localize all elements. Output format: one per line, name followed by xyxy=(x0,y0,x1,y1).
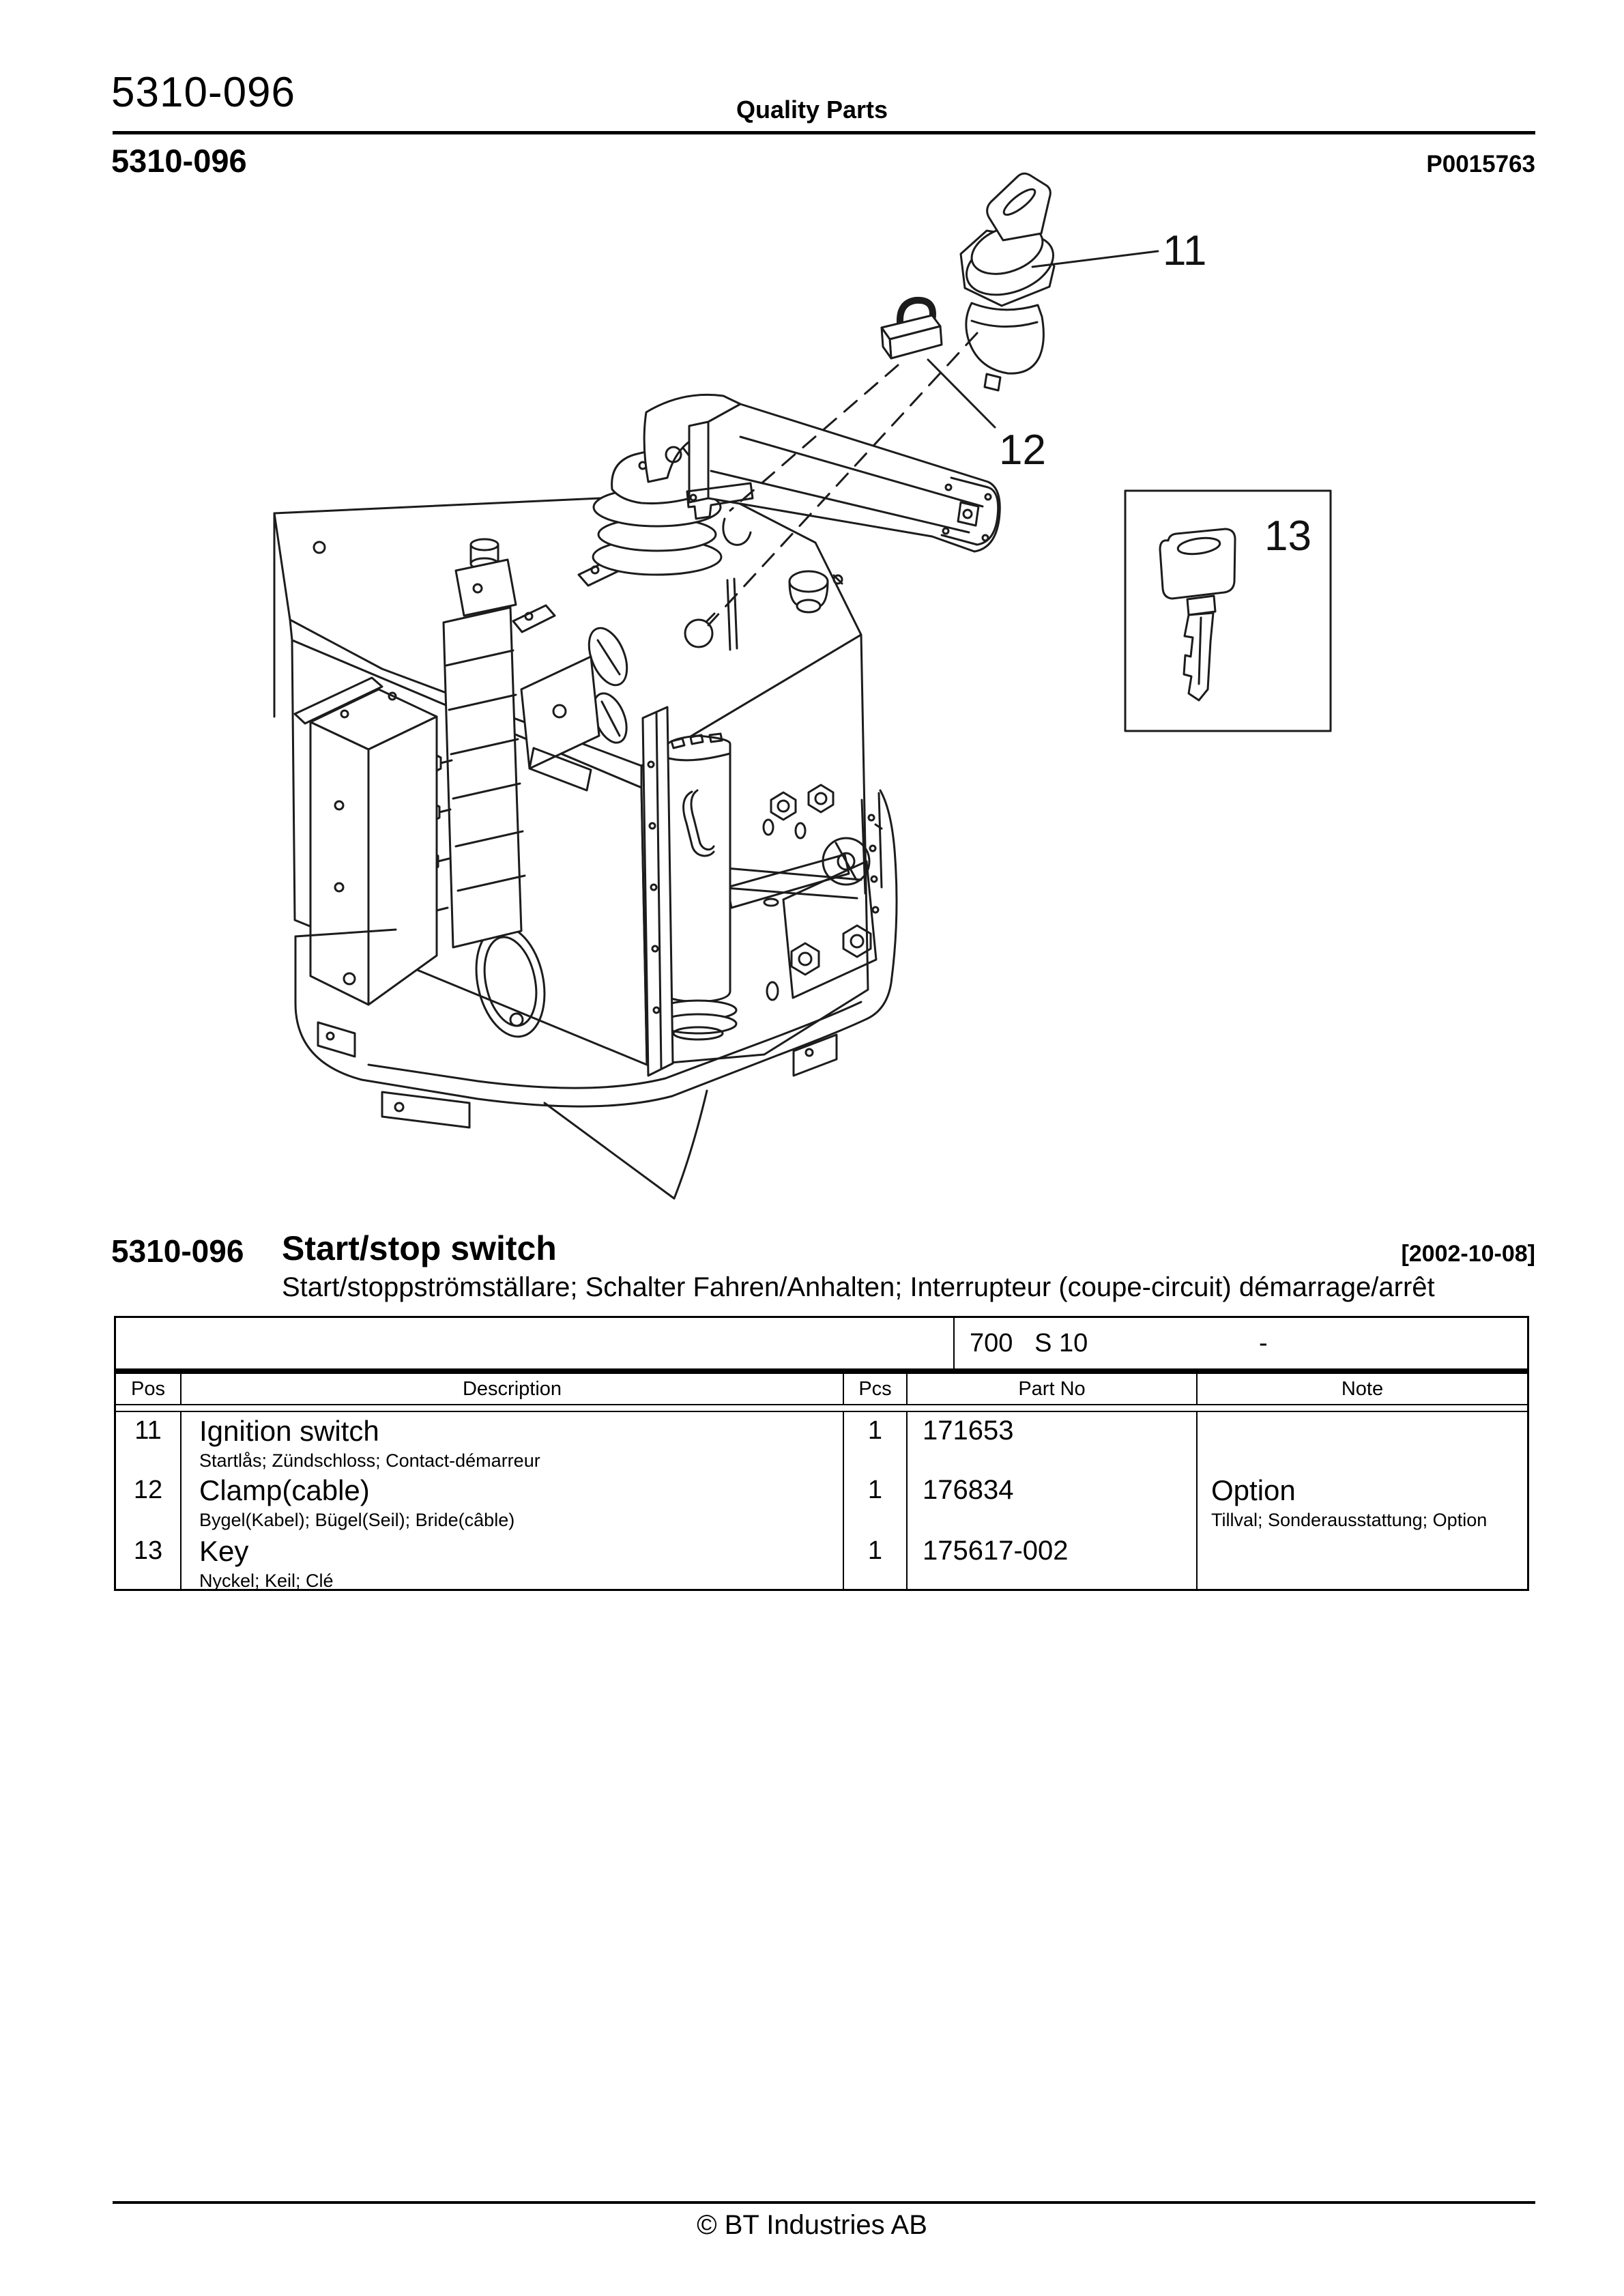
row-partno: 176834 xyxy=(923,1475,1014,1505)
row-partno: 175617-002 xyxy=(923,1536,1069,1566)
row-description: Key xyxy=(199,1535,249,1567)
model-cell xyxy=(970,1318,1088,1368)
pump-motor-drawing xyxy=(643,707,736,1076)
col-header-pcs: Pcs xyxy=(844,1374,908,1404)
row-description-i18n: Startlås; Zündschloss; Contact-démarreur xyxy=(199,1450,540,1472)
row-note-group xyxy=(1198,1412,1527,1472)
row-pcs: 1 xyxy=(867,1416,883,1445)
image-reference: P0015763 xyxy=(1426,151,1535,177)
row-note-i18n xyxy=(1198,1416,1527,1420)
section-subtitle: Start/stoppströmställare; Schalter Fahren/Anhalten; Interrupteur (coupe-circuit) démarrage/arrêt xyxy=(282,1272,1435,1302)
row-partno: 171653 xyxy=(923,1416,1014,1446)
row-note-group xyxy=(1198,1472,1527,1532)
row-pcs: 1 xyxy=(867,1476,883,1504)
header-title: Quality Parts xyxy=(736,96,888,124)
leader-line-12 xyxy=(928,360,995,427)
model-row-divider xyxy=(953,1318,955,1368)
cable-clamp-drawing xyxy=(882,300,942,358)
model-variant: S 10 xyxy=(1034,1329,1088,1358)
serial-range: - xyxy=(1259,1329,1268,1358)
table-separator xyxy=(116,1368,1527,1374)
table-row xyxy=(182,1412,843,1472)
table-row xyxy=(182,1472,843,1532)
col-header-pos: Pos xyxy=(116,1374,182,1404)
table-row xyxy=(182,1532,843,1592)
callout-11: 11 xyxy=(1163,227,1207,274)
section-title: Start/stop switch xyxy=(282,1229,557,1267)
table-header-row xyxy=(116,1374,1527,1404)
section-date: [2002-10-08] xyxy=(1401,1241,1535,1267)
row-pos: 11 xyxy=(134,1416,162,1445)
parts-table xyxy=(114,1316,1529,1591)
footer-rule xyxy=(113,2201,1535,2204)
col-header-partno: Part No xyxy=(908,1374,1198,1404)
header-rule xyxy=(113,131,1535,134)
footer-copyright: © BT Industries AB xyxy=(697,2210,927,2240)
col-header-description: Description xyxy=(182,1374,844,1404)
row-description: Clamp(cable) xyxy=(199,1474,370,1506)
ignition-switch-drawing xyxy=(958,173,1061,390)
model-header-row xyxy=(116,1318,1527,1368)
contactor-box-drawing xyxy=(295,678,437,1005)
exploded-view-illustration xyxy=(102,171,1399,1235)
doc-number-top: 5310-096 xyxy=(111,69,296,116)
col-header-note: Note xyxy=(1341,1378,1384,1400)
row-description-i18n: Nyckel; Keil; Clé xyxy=(199,1570,334,1592)
model-code: 700 xyxy=(970,1329,1013,1358)
row-pos: 13 xyxy=(133,1536,163,1565)
callout-13: 13 xyxy=(1264,513,1311,560)
row-note: Option xyxy=(1211,1474,1296,1506)
row-description-i18n: Bygel(Kabel); Bügel(Seil); Bride(câble) xyxy=(199,1510,515,1531)
table-body xyxy=(116,1412,1527,1592)
section-number: 5310-096 xyxy=(111,1233,244,1269)
row-note-i18n xyxy=(1198,1536,1527,1540)
header-double-rule xyxy=(116,1404,1527,1412)
row-description: Ignition switch xyxy=(199,1415,379,1447)
row-pos: 12 xyxy=(133,1476,163,1504)
row-note-i18n: Tillval; Sonderausstattung; Option xyxy=(1211,1510,1488,1531)
callout-12: 12 xyxy=(999,427,1046,474)
doc-number-bold: 5310-096 xyxy=(111,143,247,179)
row-note-group xyxy=(1198,1532,1527,1589)
row-pcs: 1 xyxy=(867,1536,883,1565)
